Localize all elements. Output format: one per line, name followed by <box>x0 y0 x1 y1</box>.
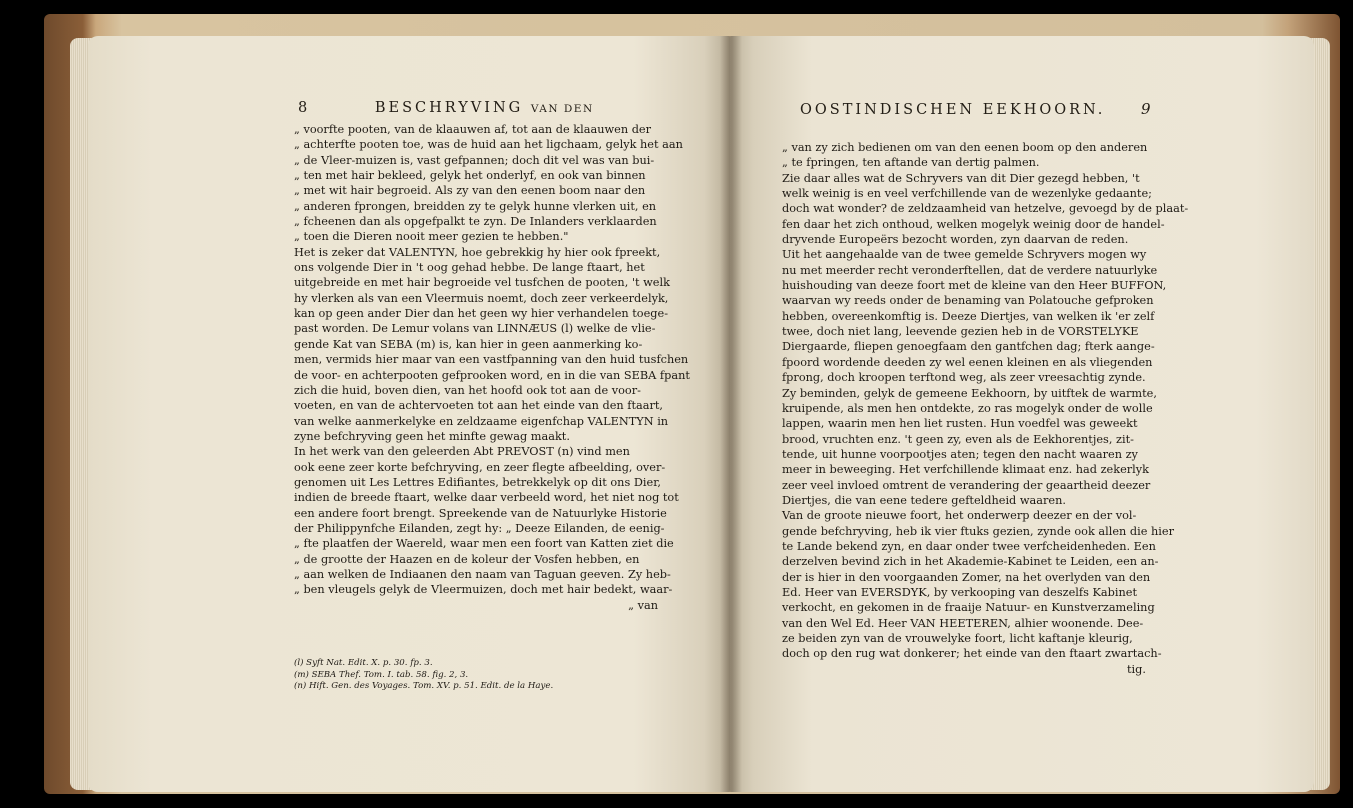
running-title: BESCHRYVING <box>374 100 524 116</box>
text-line: „ achterfte pooten toe, was de huid aan het ligchaam, gelyk het aan <box>294 138 683 152</box>
text-line: „ ben vleugels gelyk de Vleermuizen, doch met hair bedekt, waar- <box>294 583 673 597</box>
text-line: „ fte plaatfen der Waereld, waar men een foort van Katten ziet die <box>294 537 674 551</box>
text-line: brood, vruchten enz. 't geen zy, even als de Eekhorentjes, zit- <box>782 432 1134 446</box>
text-line: zyne befchryving geen het minfte gewag maakt. <box>294 429 570 443</box>
text-line: hebben, overeenkomftig is. Deeze Diertjes, van welken ik 'er zelf <box>782 309 1155 323</box>
text-line: fen daar het zich onthoud, welken mogelyk weinig door de handel- <box>782 217 1165 231</box>
text-line: „ toen die Dieren nooit meer gezien te hebben." <box>294 230 569 244</box>
text-line: van welke aanmerkelyke en zeldzaame eigenfchap VALENTYN in <box>294 414 669 428</box>
left-page <box>88 36 730 792</box>
footnote: (m) SEBA Thef. Tom. I. tab. 58. fig. 2, 3. <box>294 669 469 680</box>
text-line: voeten, en van de achtervoeten tot aan het einde van den ftaart, <box>294 399 663 413</box>
text-line: ook eene zeer korte befchryving, en zeer flegte afbeelding, over- <box>294 460 666 474</box>
text-line: „ met wit hair begroeid. Als zy van den eenen boom naar den <box>294 184 646 198</box>
text-line: van den Wel Ed. Heer VAN HEETEREN, alhier woonende. Dee- <box>782 616 1144 630</box>
text-line: lappen, waarin men hen liet rusten. Hun voedfel was geweekt <box>782 417 1138 431</box>
text-line: „ aan welken de Indiaanen den naam van Taguan geeven. Zy heb- <box>294 567 671 581</box>
text-line: indien de breede ftaart, welke daar verbeeld word, het niet nog tot <box>294 491 679 505</box>
text-line: zeer veel invloed omtrent de verandering der geaartheid deezer <box>782 478 1151 492</box>
text-line: gende Kat van SEBA (m) is, kan hier in geen aanmerking ko- <box>294 337 643 351</box>
text-line: derzelven bevind zich in het Akademie-Kabinet te Leiden, een an- <box>782 555 1159 569</box>
text-line: Ed. Heer van EVERSDYK, by verkooping van deszelfs Kabinet <box>782 585 1137 599</box>
text-line: „ ten met hair bekleed, gelyk het onderlyf, en ook van binnen <box>294 169 646 183</box>
text-line: fprong, doch kroopen terftond weg, als zeer vreesachtig zynde. <box>782 371 1146 385</box>
text-line: kan op geen ander Dier dan het geen wy hier verhandelen toege- <box>294 307 669 321</box>
text-line: der is hier in den voorgaanden Zomer, na het overlyden van den <box>782 570 1151 584</box>
text-line: tende, uit hunne voorpootjes aten; tegen den nacht waaren zy <box>782 447 1138 461</box>
running-title-small: VAN DEN <box>530 103 594 115</box>
text-line: men, vermids hier maar van een vastfpanning van den huid tusfchen <box>294 353 689 367</box>
text-line: past worden. De Lemur volans van LINNÆUS (l) welke de vlie- <box>294 322 656 336</box>
text-line: welk weinig is en veel verfchillende van de wezenlyke gedaante; <box>782 187 1152 201</box>
text-line: te Lande bekend zyn, en daar onder twee verfcheidenheden. Een <box>782 539 1156 553</box>
text-line: „ te fpringen, ten aftande van dertig palmen. <box>782 156 1040 170</box>
text-line: genomen uit Les Lettres Edifiantes, betrekkelyk op dit ons Dier, <box>294 475 661 489</box>
text-line: nu met meerder recht veronderftellen, dat de verdere natuurlyke <box>782 263 1158 277</box>
text-line: ons volgende Dier in 't oog gehad hebbe. De lange ftaart, het <box>294 261 645 275</box>
right-page-header <box>800 100 1151 118</box>
text-line: Van de groote nieuwe foort, het onderwerp deezer en der vol- <box>782 509 1137 523</box>
left-page-body <box>294 122 690 613</box>
text-line: verkocht, en gekomen in de fraaije Natuur- en Kunstverzameling <box>782 601 1155 615</box>
text-line: zich die huid, boven dien, van het hoofd ook tot aan de voor- <box>294 383 641 397</box>
text-line: twee, doch niet lang, leevende gezien heb in de VORSTELYKE <box>782 325 1139 339</box>
text-line: Diertjes, die van eene tedere gefteldheid waaren. <box>782 493 1066 507</box>
text-line: „ van zy zich bedienen om van den eenen boom op den anderen <box>782 141 1148 154</box>
book-gutter <box>720 36 742 792</box>
text-line: huishouding van deeze foort met de kleine van den Heer BUFFON, <box>782 279 1167 293</box>
page-number: 9 <box>1141 100 1151 118</box>
text-line: uitgebreide en met hair begroeide vel tusfchen de pooten, 't welk <box>294 276 670 290</box>
text-line: „ de Vleer-muizen is, vast gefpannen; doch dit vel was van bui- <box>294 153 655 167</box>
text-line: meer in beweeging. Het verfchillende klimaat enz. had zekerlyk <box>782 463 1149 477</box>
text-line: kruipende, als men hen ontdekte, zo ras mogelyk onder de wolle <box>782 401 1153 415</box>
text-line: Het is zeker dat VALENTYN, hoe gebrekkig hy hier ook fpreekt, <box>294 245 661 259</box>
text-line: Zie daar alles wat de Schryvers van dit Dier gezegd hebben, 't <box>782 171 1140 185</box>
text-line: „ voorfte pooten, van de klaauwen af, tot aan de klaauwen der <box>294 123 652 136</box>
text-line: ze beiden zyn van de vrouwelyke foort, licht kaftanje kleurig, <box>782 632 1133 645</box>
text-line: een andere foort brengt. Spreekende van de Natuurlyke Historie <box>294 506 667 520</box>
text-line: waarvan wy reeds onder de benaming van Polatouche gefproken <box>782 294 1154 308</box>
catchword: „ van <box>628 598 658 612</box>
footnote: (n) Hift. Gen. des Voyages. Tom. XV. p. 51. Edit. de la Haye. <box>294 681 554 691</box>
page-number: 8 <box>298 100 308 116</box>
running-title: OOSTINDISCHEN EEKHOORN. <box>800 102 1106 118</box>
text-line: dryvende Europeërs bezocht worden, zyn daarvan de reden. <box>782 233 1129 247</box>
right-page-body <box>782 140 1189 677</box>
text-line: Diergaarde, fliepen genoegfaam den gantfchen dag; fterk aange- <box>782 340 1155 354</box>
right-page <box>730 36 1314 792</box>
text-line: „ de grootte der Haazen en de koleur der Vosfen hebben, en <box>294 552 640 566</box>
book <box>44 14 1340 794</box>
text-line: „ fcheenen dan als opgefpalkt te zyn. De Inlanders verklaarden <box>294 215 657 229</box>
left-page-header <box>298 100 594 116</box>
text-line: der Philippynfche Eilanden, zegt hy: „ Deeze Eilanden, de eenig- <box>294 521 665 535</box>
end-word: tig. <box>1127 662 1146 676</box>
text-line: doch op den rug wat donkerer; het einde van den ftaart zwartach- <box>782 647 1162 661</box>
text-line: fpoord wordende deeden zy wel eenen kleinen en als vliegenden <box>782 355 1153 369</box>
text-line: „ anderen fprongen, breidden zy te gelyk hunne vlerken uit, en <box>294 199 657 213</box>
text-line: doch wat wonder? de zeldzaamheid van hetzelve, gevoegd by de plaat- <box>782 202 1189 216</box>
footnotes <box>294 658 666 693</box>
text-line: gende befchryving, heb ik vier ftuks gezien, zynde ook allen die hier <box>782 524 1174 538</box>
footnote: (l) Syft Nat. Edit. X. p. 30. fp. 3. <box>294 658 433 668</box>
text-line: In het werk van den geleerden Abt PREVOST (n) vind men <box>294 445 630 459</box>
text-line: Zy beminden, gelyk de gemeene Eekhoorn, by uitftek de warmte, <box>782 386 1157 400</box>
text-line: Uit het aangehaalde van de twee gemelde Schryvers mogen wy <box>782 248 1147 262</box>
text-line: hy vlerken als van een Vleermuis noemt, doch zeer verkeerdelyk, <box>294 291 669 305</box>
text-line: de voor- en achterpooten gefprooken word, en in die van SEBA fpant <box>294 368 690 382</box>
